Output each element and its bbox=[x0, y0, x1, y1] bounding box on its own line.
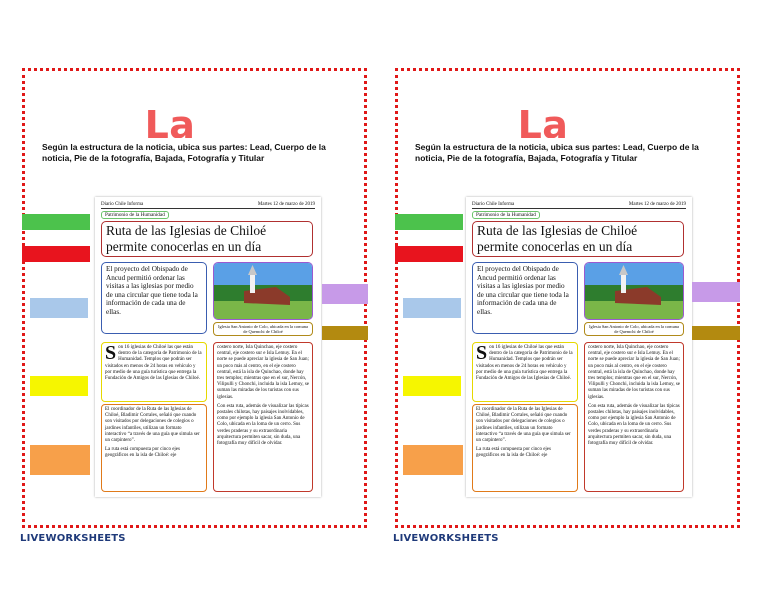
newspaper-date: Martes 12 de marzo de 2019 bbox=[628, 202, 686, 207]
body-box-2 bbox=[101, 404, 207, 492]
headline-box: Ruta de las Iglesias de Chiloé permite conocerlas en un día bbox=[472, 221, 684, 257]
answer-slot-orange[interactable] bbox=[403, 445, 463, 475]
answer-slot-lightblue[interactable] bbox=[403, 298, 461, 318]
photo-caption-box: Iglesia San Antonio de Colo, ubicada en la comuna de Quemchi de Chiloé bbox=[584, 322, 684, 336]
body-box-3 bbox=[584, 342, 684, 492]
church-photo bbox=[584, 262, 684, 320]
newspaper-name: Diario Chile Informa bbox=[101, 202, 144, 207]
church-photo bbox=[213, 262, 313, 320]
body-box-3 bbox=[213, 342, 313, 492]
lead-box: El proyecto del Obispado de Ancud permitió ordenar las visitas a las iglesias por medio de una circular que tiene toda la información de cada una de ellas. bbox=[472, 262, 578, 334]
body-paragraph-5: Con esta ruta, además de visualizar las típicas postales chilotas, hay paisajes inolvidables, como por ejemplo la iglesia San Antonio de Colo, ubicada en la loma de un cerro. Sus verdes praderas y su extraordinaria arquitectura permiten sacar, sin duda, una fotografía muy difícil de olvidar. bbox=[217, 403, 309, 447]
worksheet-instruction: Según la estructura de la noticia, ubica sus partes: Lead, Cuerpo de la noticia, Pie de la fotografía, Bajada, Fotografía y Titular bbox=[42, 142, 326, 163]
answer-slot-olive[interactable] bbox=[692, 326, 740, 340]
answer-slot-orange[interactable] bbox=[30, 445, 90, 475]
answer-slot-red[interactable] bbox=[395, 246, 463, 262]
drop-cap: S bbox=[476, 342, 488, 364]
answer-slot-green[interactable] bbox=[22, 214, 90, 230]
newspaper-masthead bbox=[472, 202, 686, 209]
newspaper-clipping bbox=[466, 197, 692, 497]
liveworksheets-logo: LIVEWORKSHEETS bbox=[393, 533, 499, 544]
answer-slot-red[interactable] bbox=[22, 246, 90, 262]
headline-box: Ruta de las Iglesias de Chiloé permite conocerlas en un día bbox=[101, 221, 313, 257]
answer-slot-olive[interactable] bbox=[322, 326, 368, 340]
body-paragraph-4: costero norte, Isla Quinchao, eje costero central, eje costero sur e Isla Lemuy. En el norte se puede apreciar la iglesia de San Juan; un poco más al centro, en el eje costero central, está la isla de Quinchao, donde hay tres templos; mientras que en el sur, Nercón, Vilipulli y Chonchi, incluida la isla Lemuy, se suman las miradas de los turistas con sus iglesias. bbox=[217, 345, 309, 400]
worksheet-instruction: Según la estructura de la noticia, ubica sus partes: Lead, Cuerpo de la noticia, Pie de la fotografía, Bajada, Fotografía y Titular bbox=[415, 142, 699, 163]
body-paragraph-5: Con esta ruta, además de visualizar las típicas postales chilotas, hay paisajes inolvidables, como por ejemplo la iglesia San Antonio de Colo, ubicada en la loma de un cerro. Sus verdes praderas y su extraordinaria arquitectura permiten sacar, sin duda, una fotografía muy difícil de olvidar. bbox=[588, 403, 680, 447]
body-paragraph-1: on 16 iglesias de Chiloé las que están dentro de la categoría de Patrimonio de la Humanidad. Templos que podrán ser visitados en menos de 24 horas en vehículo y por medio de una guía turística que entrega la Fundación de Amigos de las Iglesias de Chiloé. bbox=[105, 345, 202, 382]
newspaper-masthead bbox=[101, 202, 315, 209]
answer-slot-purple[interactable] bbox=[322, 284, 368, 304]
newspaper-name: Diario Chile Informa bbox=[472, 202, 515, 207]
body-box-1 bbox=[101, 342, 207, 402]
newspaper-clipping bbox=[95, 197, 321, 497]
body-paragraph-4: costero norte, Isla Quinchao, eje costero central, eje costero sur e Isla Lemuy. En el norte se puede apreciar la iglesia de San Juan; un poco más al centro, en el eje costero central, está la isla de Quinchao, donde hay tres templos; mientras que en el sur, Nercón, Vilipulli y Chonchi, incluida la isla Lemuy, se suman las miradas de los turistas con sus iglesias. bbox=[588, 345, 680, 400]
body-paragraph-2: El coordinador de la Ruta de las Iglesias de Chiloé, Bladimir Corrales, señaló que cuando son visitados por delegaciones de colegios o jardines infantiles, utilizan un formato interactivo “a través de una guía que simula ser un carpintero”. bbox=[476, 407, 571, 444]
answer-slot-purple[interactable] bbox=[692, 282, 740, 302]
drop-cap: S bbox=[105, 342, 117, 364]
section-tag: Patrimonio de la Humanidad bbox=[472, 211, 540, 219]
body-paragraph-3: La ruta está compuesta por cinco ejes geográficos en la isla de Chiloé: eje bbox=[476, 447, 551, 459]
worksheet-title: La bbox=[144, 103, 196, 138]
body-box-2 bbox=[472, 404, 578, 492]
newspaper-date: Martes 12 de marzo de 2019 bbox=[257, 202, 315, 207]
body-paragraph-2: El coordinador de la Ruta de las Iglesias de Chiloé, Bladimir Corrales, señaló que cuando son visitados por delegaciones de colegios o jardines infantiles, utilizan un formato interactivo “a través de una guía que simula ser un carpintero”. bbox=[105, 407, 200, 444]
answer-slot-yellow[interactable] bbox=[30, 376, 88, 396]
lead-box: El proyecto del Obispado de Ancud permitió ordenar las visitas a las iglesias por medio de una circular que tiene toda la información de cada una de ellas. bbox=[101, 262, 207, 334]
liveworksheets-logo: LIVEWORKSHEETS bbox=[20, 533, 126, 544]
body-paragraph-3: La ruta está compuesta por cinco ejes geográficos en la isla de Chiloé: eje bbox=[105, 447, 180, 459]
body-box-1 bbox=[472, 342, 578, 402]
body-paragraph-1: on 16 iglesias de Chiloé las que están dentro de la categoría de Patrimonio de la Humanidad. Templos que podrán ser visitados en menos de 24 horas en vehículo y por medio de una guía turística que entrega la Fundación de Amigos de las Iglesias de Chiloé. bbox=[476, 345, 573, 382]
photo-caption-box: Iglesia San Antonio de Colo, ubicada en la comuna de Quemchi de Chiloé bbox=[213, 322, 313, 336]
section-tag: Patrimonio de la Humanidad bbox=[101, 211, 169, 219]
worksheet-title: La bbox=[517, 103, 569, 138]
answer-slot-green[interactable] bbox=[395, 214, 463, 230]
answer-slot-yellow[interactable] bbox=[403, 376, 461, 396]
answer-slot-lightblue[interactable] bbox=[30, 298, 88, 318]
